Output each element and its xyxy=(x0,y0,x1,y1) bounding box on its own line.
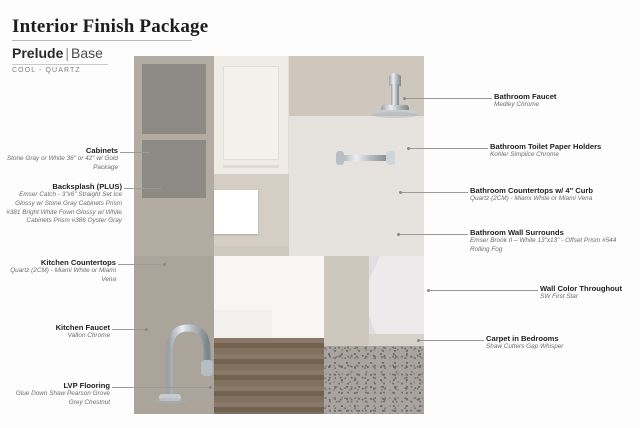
bathroom-faucet-image xyxy=(359,68,424,130)
swatch-carpet xyxy=(324,346,424,414)
material-collage xyxy=(134,56,424,414)
cabinet-rail xyxy=(223,165,279,168)
leader-dot-kitchen-faucet xyxy=(145,328,148,331)
leader-dot-bathroom-wall-surrounds xyxy=(397,233,400,236)
label-lvp-flooring: LVP Flooring Glue Down Shaw Pearson Grove Grey Chestnut xyxy=(15,381,110,407)
swatch-cabinet-white xyxy=(214,56,289,174)
label-cabinets: Cabinets Stone Gray or White 36" or 42" w/ Gold Package xyxy=(6,146,118,172)
leader-dot-bathroom-faucet xyxy=(403,97,406,100)
leader-lvp-flooring xyxy=(112,387,210,388)
leader-bathroom-faucet xyxy=(404,98,492,99)
leader-cabinets xyxy=(120,152,150,153)
leader-kitchen-faucet xyxy=(112,329,146,330)
leader-dot-lvp-flooring xyxy=(209,386,212,389)
label-kitchen-faucet: Kitchen Faucet Valton Chrome xyxy=(55,323,110,340)
swatch-wall-color xyxy=(289,116,424,256)
leader-bathroom-countertops xyxy=(400,192,468,193)
leader-dot-kitchen-countertops xyxy=(163,263,166,266)
package-level: Base xyxy=(71,45,103,61)
swatch-cabinet-panel-lower xyxy=(142,140,206,198)
swatch-backsplash-tile xyxy=(214,190,258,234)
leader-backsplash xyxy=(124,188,162,189)
label-carpet: Carpet in Bedrooms Shaw Cutters Gap Whisper xyxy=(486,334,564,351)
page-title: Interior Finish Package xyxy=(12,16,209,37)
swatch-cabinet-panel-upper xyxy=(142,64,206,134)
leader-bathroom-wall-surrounds xyxy=(398,234,468,235)
title-divider xyxy=(12,40,192,41)
label-bathroom-countertops: Bathroom Countertops w/ 4" Curb Quartz (2CM) - Miami White or Miami Vena xyxy=(470,186,593,203)
leader-wall-color xyxy=(428,290,538,291)
subtitle-divider xyxy=(12,64,108,65)
package-eyebrow: COOL - QUARTZ xyxy=(12,67,81,74)
leader-dot-backsplash xyxy=(161,187,164,190)
swatch-lvp-flooring xyxy=(214,338,324,414)
label-toilet-paper-holders: Bathroom Toilet Paper Holders Kohler Simplice Chrome xyxy=(490,142,602,159)
label-wall-color: Wall Color Throughout SW First Star xyxy=(540,284,622,301)
label-kitchen-countertops: Kitchen Countertops Quartz (2CM) - Miami White or Miami Vena xyxy=(10,258,116,284)
leader-dot-wall-color xyxy=(427,289,430,292)
package-subtitle xyxy=(12,45,103,61)
label-backsplash: Backsplash (PLUS) Emser Catch - 3"x6" Straight Set Ice Glossy w/ Stone Gray Cabinets Prism #381 Bright White Fown Glossy w/ White Cabinets Prism #386 Oyster Gray xyxy=(6,182,122,225)
leader-kitchen-countertops xyxy=(118,264,164,265)
leader-dot-carpet xyxy=(417,339,420,342)
toilet-paper-holder-image xyxy=(332,146,402,174)
leader-toilet-paper-holders xyxy=(408,148,488,149)
leader-carpet xyxy=(418,340,484,341)
package-name: Prelude xyxy=(12,45,64,61)
leader-dot-toilet-paper-holders xyxy=(407,147,410,150)
kitchen-faucet-image xyxy=(149,306,227,406)
cabinet-door-inset xyxy=(223,66,279,160)
leader-dot-cabinets xyxy=(149,151,152,154)
package-separator: | xyxy=(65,45,69,61)
label-bathroom-wall-surrounds: Bathroom Wall Surrounds Emser Brook II – White 13"x13" - Offset Prism #544 Rolling Fog xyxy=(470,228,617,254)
leader-dot-bathroom-countertops xyxy=(399,191,402,194)
label-bathroom-faucet: Bathroom Faucet Medley Chrome xyxy=(494,92,557,109)
swatch-wall-surround-tile xyxy=(369,256,424,334)
